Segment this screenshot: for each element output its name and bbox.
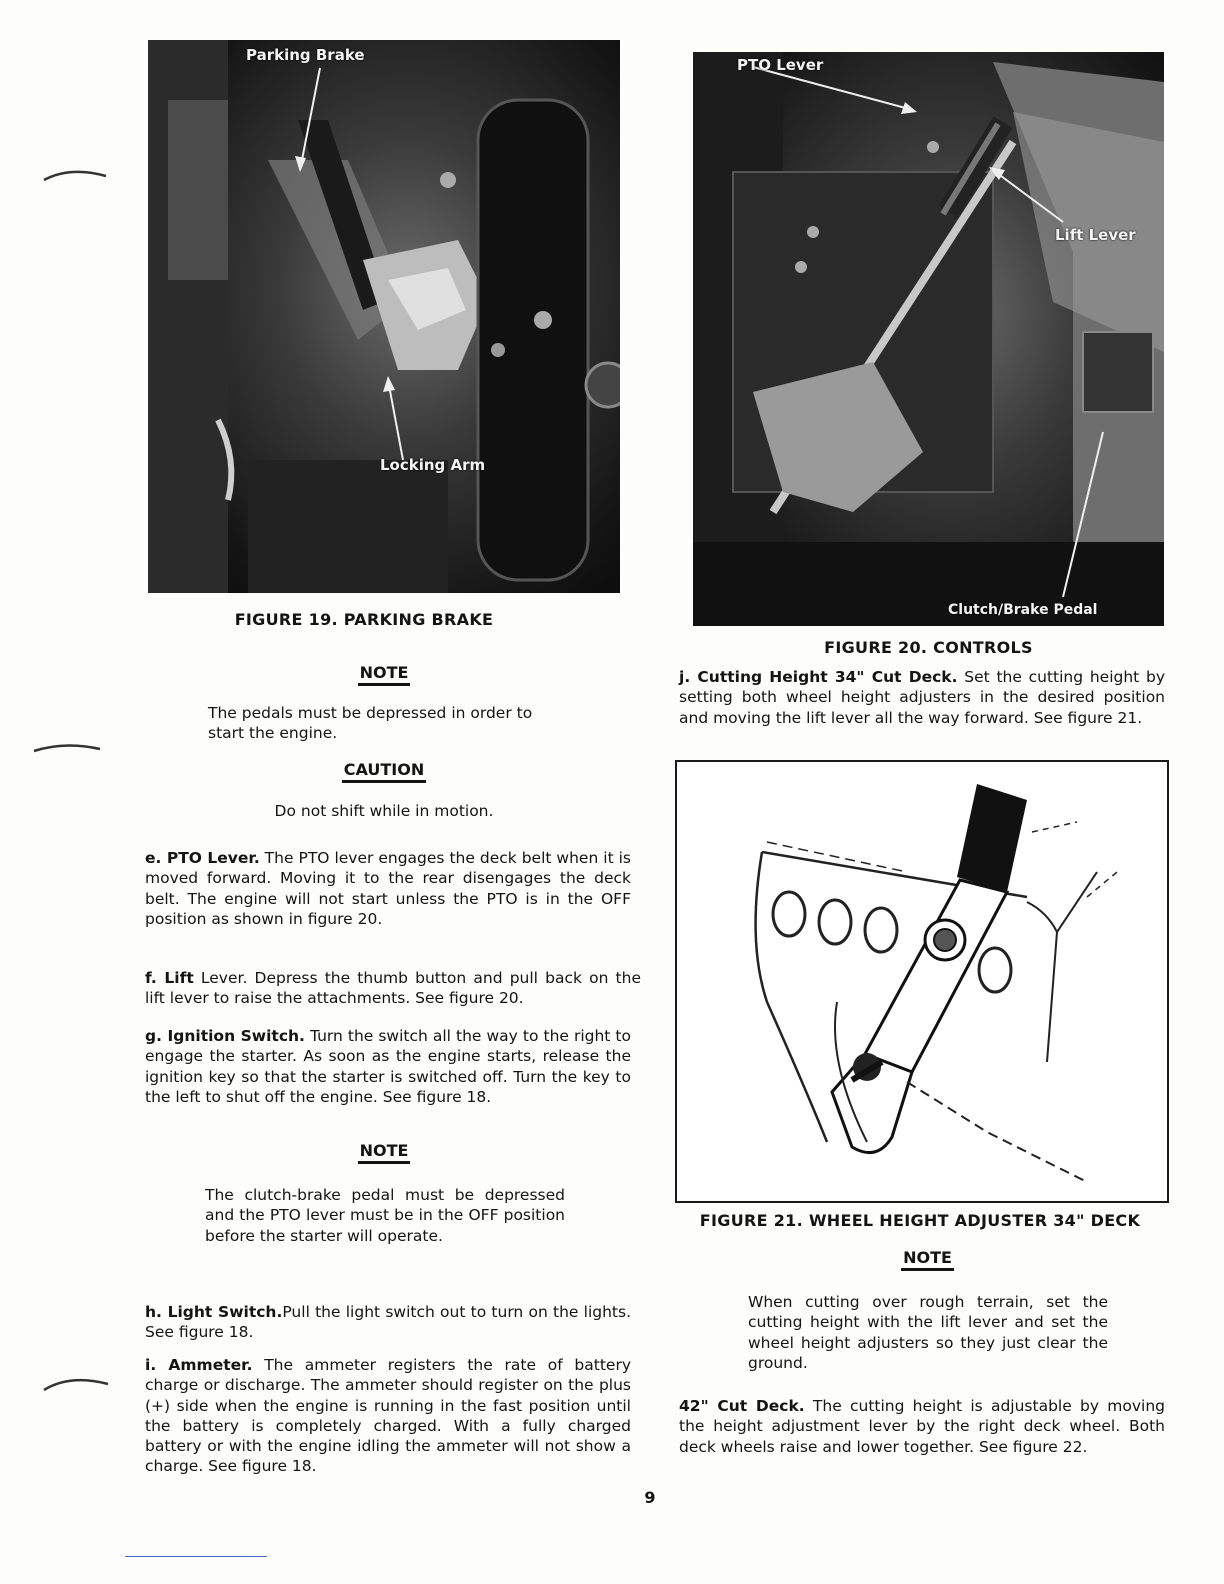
section-42-cut-deck: 42" Cut Deck. The cutting height is adjustable by moving the height adjustment lever by the right deck wheel. Both deck wheels raise and lower together. See figure 22.: [679, 1397, 1165, 1456]
figure-21-caption: FIGURE 21. WHEEL HEIGHT ADJUSTER 34" DECK: [699, 1211, 1141, 1230]
caution-text: Do not shift while in motion.: [274, 802, 494, 820]
figure-21-drawing: [675, 760, 1169, 1203]
figure-20-photo: [693, 52, 1164, 626]
figure-20-caption: FIGURE 20. CONTROLS: [824, 638, 1033, 657]
margin-mark: [40, 160, 120, 190]
figure-19-caption: FIGURE 19. PARKING BRAKE: [234, 610, 494, 629]
section-h-light-switch: h. Light Switch.Pull the light switch out to turn on the lights. See figure 18.: [145, 1303, 632, 1342]
section-e-pto-lever: e. PTO Lever. The PTO lever engages the deck belt when it is moved forward. Moving it to the rear disengages the deck belt. The engine will not start unless the PTO is in the OFF position as shown in figure 20.: [145, 849, 631, 928]
bottom-rule: [125, 1556, 267, 1557]
section-i-ammeter: i. Ammeter. The ammeter registers the rate of battery charge or discharge. The ammeter should register on the plus (+) side when the engine is running in the fast position until the battery is completely charged. With a fully charged battery or with the engine idling the ammeter will not show a charge. See figure 18.: [145, 1356, 631, 1476]
margin-mark: [40, 1370, 120, 1400]
pto-lever-label: PTO Lever: [737, 56, 824, 74]
caution-heading: CAUTION: [148, 760, 620, 779]
section-g-ignition-switch: g. Ignition Switch. Turn the switch all the way to the right to engage the starter. As soon as the engine starts, release the ignition key so that the starter is switched off. Turn the key to the left to shut off the engine. See figure 18.: [145, 1027, 631, 1106]
note-text: The pedals must be depressed in order to start the engine.: [208, 704, 533, 743]
clutch-brake-pedal-label: Clutch/Brake Pedal: [948, 602, 1098, 618]
lift-lever-label: Lift Lever: [1055, 226, 1136, 244]
parking-brake-label: Parking Brake: [246, 46, 365, 64]
note-heading: NOTE: [148, 663, 620, 682]
note-text: The clutch-brake pedal must be depressed and the PTO lever must be in the OFF position before the starter will operate.: [205, 1186, 565, 1245]
note-heading: NOTE: [148, 1141, 620, 1160]
margin-mark: [30, 735, 110, 765]
figure-19-photo: [148, 40, 620, 593]
note-heading: NOTE: [675, 1248, 1180, 1267]
note-text: When cutting over rough terrain, set the cutting height with the lift lever and set the wheel height adjusters so they just clear the ground.: [748, 1293, 1108, 1372]
section-j-cutting-height: j. Cutting Height 34" Cut Deck. Set the cutting height by setting both wheel height adjusters in the desired position and moving the lift lever all the way forward. See figure 21.: [679, 668, 1165, 727]
locking-arm-label: Locking Arm: [380, 456, 486, 474]
section-f-lift-lever: f. Lift Lever. Depress the thumb button and pull back on the lift lever to raise the attachments. See figure 20.: [145, 969, 641, 1008]
page-number: 9: [644, 1488, 656, 1507]
